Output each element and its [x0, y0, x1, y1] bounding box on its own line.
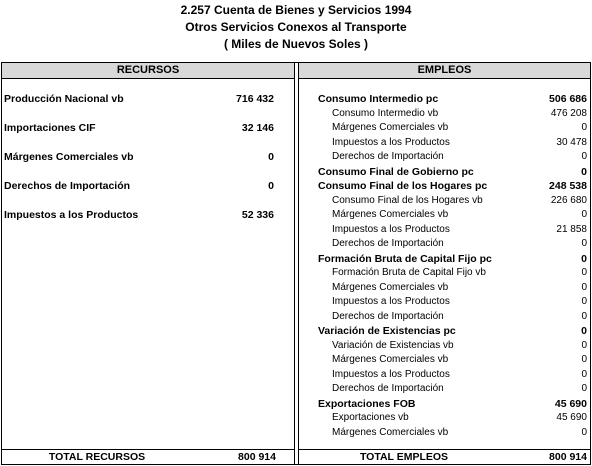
empleos-detail-row: [332, 150, 587, 164]
empleos-total-label: TOTAL EMPLEOS: [359, 451, 449, 463]
empleos-row-value: 0: [581, 310, 587, 322]
empleos-row-value: 248 538: [549, 180, 587, 192]
empleos-row-label: Variación de Existencias pc: [318, 325, 456, 337]
empleos-total-row: [299, 449, 590, 464]
empleos-row-label: Impuestos a los Productos: [332, 136, 450, 148]
recursos-row-value: 716 432: [236, 93, 274, 105]
empleos-detail-row: [332, 339, 587, 353]
empleos-row-label: Impuestos a los Productos: [332, 223, 450, 235]
empleos-detail-row: [332, 223, 587, 237]
empleos-detail-row: [332, 281, 587, 295]
empleos-row-value: 0: [581, 252, 587, 265]
empleos-row-value: 45 690: [556, 412, 587, 423]
recursos-row-value: 52 336: [241, 209, 274, 221]
empleos-row-label: Impuestos a los Productos: [332, 368, 450, 380]
empleos-row-label: Márgenes Comerciales vb: [332, 354, 449, 365]
recursos-row: [4, 150, 274, 164]
recursos-row-label: Impuestos a los Productos: [4, 209, 139, 221]
empleos-detail-row: [332, 411, 587, 425]
empleos-row-label: Variación de Existencias vb: [332, 339, 454, 351]
column-divider-left: [294, 63, 295, 464]
empleos-detail-row: [332, 208, 587, 222]
empleos-group-row: [318, 165, 587, 179]
recursos-row-label: Derechos de Importación: [4, 180, 131, 192]
empleos-row-label: Márgenes Comerciales vb: [332, 209, 449, 220]
empleos-detail-row: [332, 295, 587, 309]
empleos-detail-row: [332, 194, 587, 208]
recursos-row-value: 0: [268, 180, 274, 192]
empleos-row-value: 0: [581, 238, 587, 249]
recursos-total-row: [2, 449, 294, 464]
empleos-row-value: 0: [581, 368, 587, 380]
empleos-row-label: Derechos de Importación: [332, 238, 444, 249]
empleos-row-value: 0: [581, 383, 587, 394]
empleos-row-label: Derechos de Importación: [332, 151, 444, 162]
empleos-row-label: Consumo Final de Gobierno pc: [318, 165, 474, 178]
empleos-row-label: Consumo Final de los Hogares vb: [332, 194, 483, 206]
empleos-group-row: [318, 179, 587, 193]
empleos-row-value: 0: [581, 339, 587, 351]
empleos-row-value: 0: [581, 165, 587, 178]
empleos-row-value: 21 858: [556, 223, 587, 235]
empleos-row-label: Márgenes Comerciales vb: [332, 281, 449, 293]
empleos-row-label: Derechos de Importación: [332, 383, 444, 394]
empleos-row-label: Derechos de Importación: [332, 310, 444, 322]
empleos-row-value: 476 208: [550, 107, 587, 119]
empleos-detail-row: [332, 136, 587, 150]
recursos-total-value: 800 914: [238, 451, 276, 463]
title-line-2: Otros Servicios Conexos al Transporte: [185, 20, 407, 34]
empleos-detail-row: [332, 382, 587, 396]
empleos-row-value: 45 690: [554, 397, 587, 410]
recursos-row: [4, 179, 274, 193]
empleos-row-value: 0: [581, 354, 587, 365]
title-line-1: 2.257 Cuenta de Bienes y Servicios 1994: [180, 3, 412, 17]
empleos-row-label: Exportaciones vb: [332, 412, 409, 423]
recursos-row-value: 0: [268, 151, 274, 163]
empleos-group-row: [318, 397, 587, 411]
empleos-row-label: Exportaciones FOB: [318, 397, 416, 410]
empleos-row-label: Formación Bruta de Capital Fijo pc: [318, 252, 492, 265]
recursos-row-label: Márgenes Comerciales vb: [4, 151, 134, 163]
empleos-row-label: Formación Bruta de Capital Fijo vb: [332, 267, 486, 278]
empleos-detail-row: [332, 266, 587, 280]
empleos-row-value: 226 680: [550, 194, 587, 206]
empleos-row-value: 0: [581, 281, 587, 293]
empleos-detail-row: [332, 353, 587, 367]
empleos-row-label: Márgenes Comerciales vb: [332, 122, 449, 133]
empleos-row-value: 0: [581, 122, 587, 133]
empleos-detail-row: [332, 368, 587, 382]
empleos-row-value: 0: [581, 151, 587, 162]
empleos-row-label: Consumo Intermedio vb: [332, 107, 439, 119]
empleos-group-row: [318, 92, 587, 106]
accounts-table: [1, 62, 591, 465]
empleos-header: EMPLEOS: [299, 63, 590, 79]
empleos-row-value: 30 478: [556, 136, 587, 148]
recursos-row: [4, 121, 274, 135]
recursos-row: [4, 92, 274, 106]
empleos-row-label: Impuestos a los Productos: [332, 296, 450, 307]
empleos-row-value: 0: [581, 426, 587, 438]
empleos-row-value: 0: [581, 209, 587, 220]
empleos-row-label: Consumo Final de los Hogares pc: [318, 180, 488, 192]
empleos-detail-row: [332, 426, 587, 440]
recursos-row-value: 32 146: [241, 122, 274, 134]
empleos-group-row: [318, 324, 587, 338]
recursos-row: [4, 208, 274, 222]
empleos-row-value: 0: [581, 325, 587, 337]
recursos-header: RECURSOS: [2, 63, 294, 79]
empleos-detail-row: [332, 310, 587, 324]
empleos-row-value: 506 686: [549, 93, 587, 105]
empleos-total-value: 800 914: [549, 451, 587, 463]
empleos-row-label: Márgenes Comerciales vb: [332, 426, 449, 438]
recursos-row-label: Importaciones CIF: [4, 122, 96, 134]
recursos-total-label: TOTAL RECURSOS: [48, 451, 146, 463]
empleos-row-value: 0: [581, 296, 587, 307]
recursos-row-label: Producción Nacional vb: [4, 93, 124, 105]
title-line-3: ( Miles de Nuevos Soles ): [223, 37, 369, 51]
empleos-detail-row: [332, 107, 587, 121]
report-title: [0, 2, 592, 53]
column-divider-right: [298, 63, 299, 464]
empleos-detail-row: [332, 121, 587, 135]
empleos-row-value: 0: [581, 267, 587, 278]
empleos-group-row: [318, 252, 587, 266]
empleos-detail-row: [332, 237, 587, 251]
empleos-row-label: Consumo Intermedio pc: [318, 93, 439, 105]
